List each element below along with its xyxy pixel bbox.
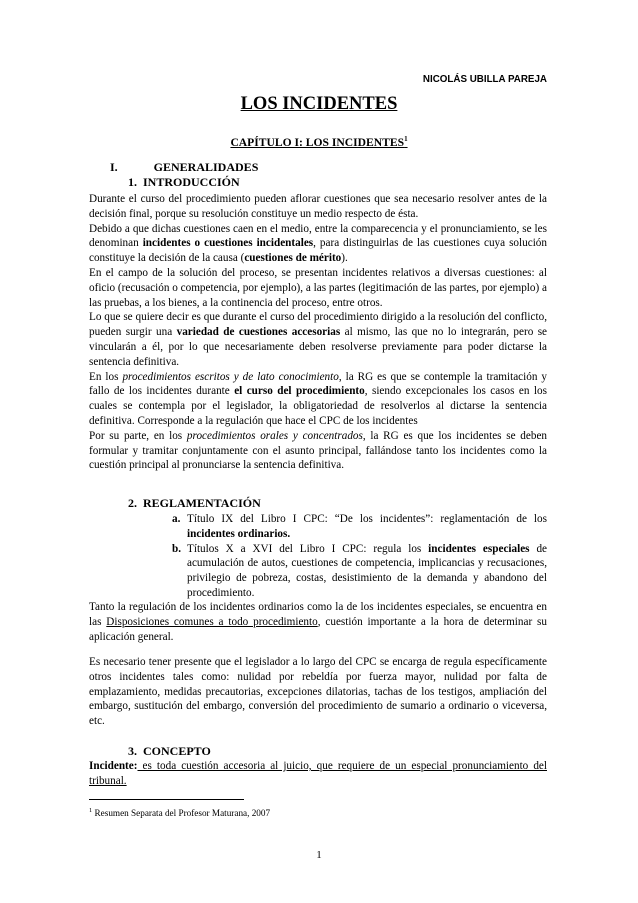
- definition-text: es toda cuestión accesoria al juicio, que requiere de un especial pronunciamiento del tribunal.: [89, 760, 547, 787]
- chapter-heading: [0, 135, 638, 149]
- intro-paragraph-6: Por su parte, en los procedimientos orales y concentrados, la RG es que los incidentes se deben formular y tramitar conjuntamente con el asunto principal, fallándose tanto los incidentes como la cuestión principal al pronunciarse la sentencia definitiva.: [89, 429, 547, 472]
- intro-paragraph-4: Lo que se quiere decir es que durante el curso del procedimiento dirigido a la resolución del conflicto, pueden surgir una variedad de cuestiones accesorias al mismo, las que no lo integrarán, pero se vincularán a él, por lo que necesariamente deben resolverse previamente para poder dictarse la sentencia definitiva.: [89, 311, 548, 368]
- document-title: LOS INCIDENTES: [240, 94, 398, 114]
- subsection-heading-introduccion: [128, 175, 240, 190]
- list-item: a. Título IX del Libro I CPC: “De los incidentes”: reglamentación de los incidentes ordinarios.: [172, 513, 547, 540]
- subsection-number: 2.: [128, 496, 137, 510]
- footnote: [89, 807, 270, 818]
- defined-term: Incidente:: [89, 760, 138, 772]
- reglamentacion-list: [172, 512, 547, 601]
- concepto-definition: [89, 759, 547, 789]
- subsection-number: 3.: [128, 744, 137, 758]
- chapter-text: CAPÍTULO I: LOS INCIDENTES: [230, 135, 405, 149]
- list-marker: a.: [172, 513, 181, 525]
- intro-paragraph-1: Durante el curso del procedimiento pueden aflorar cuestiones que sea necesario resolver antes de la decisión final, porque su resolución constituye un medio respecto de ésta.: [89, 193, 547, 220]
- introduction-body: [89, 192, 547, 473]
- list-item: b. Títulos X a XVI del Libro I CPC: regula los incidentes especiales de acumulación de autos, cuestiones de competencia, implicancias y recusaciones, privilegio de pobreza, costas, desistimiento de la demanda y abandono del procedimiento.: [172, 542, 548, 599]
- subsection-label: REGLAMENTACIÓN: [143, 496, 261, 510]
- subsection-label: CONCEPTO: [143, 744, 211, 758]
- reglamentacion-paragraph-2: Es necesario tener presente que el legislador a lo largo del CPC se encarga de regula específicamente otros incidentes tales como: nulidad por rebeldía por fuerza mayor, nulidad por falta de emplazamiento, medidas precautorias, excepciones dilatorias, tachas de los testigos, ampliación del embargo, sustitución del embargo, conversión del procedimiento de sumario a ordinario o viceversa, etc.: [89, 656, 547, 728]
- footnote-text: Resumen Separata del Profesor Maturana, 2007: [92, 808, 271, 819]
- footnote-mark: 1: [89, 807, 93, 814]
- intro-paragraph-2: Debido a que dichas cuestiones caen en el medio, entre la comparecencia y el pronunciamiento, se les denominan incidentes o cuestiones incidentales, para distinguirlas de las cuestiones cuya solución constituye la decisión de la causa (cuestiones de mérito).: [89, 222, 547, 265]
- footnote-separator: [89, 799, 244, 800]
- section-label: GENERALIDADES: [153, 160, 259, 174]
- subsection-heading-concepto: [128, 744, 211, 759]
- page-number: 1: [316, 849, 322, 861]
- subsection-number: 1.: [128, 175, 137, 189]
- list-marker: b.: [172, 542, 182, 555]
- section-number: I.: [110, 160, 118, 174]
- footnote-reference: 1: [404, 135, 408, 143]
- section-heading-generalidades: [110, 160, 258, 175]
- intro-paragraph-3: En el campo de la solución del proceso, se presentan incidentes relativos a diversas cuestiones: al oficio (recusación o competencia, por ejemplo), a las partes (legitimación de las partes, por ejemplo) a las pruebas, a los bienes, a la continencia del proceso, entre otros.: [89, 266, 547, 309]
- author-header: NICOLÁS UBILLA PAREJA: [422, 74, 547, 85]
- intro-paragraph-5: En los procedimientos escritos y de lato conocimiento, la RG es que se contemple la tramitación y fallo de los incidentes durante el curso del procedimiento, siendo excepcionales los casos en los cuales se contempla por el legislador, la obligatoriedad de resolverlos al dictarse la sentencia definitiva. Corresponde a la regulación que hace el CPC de los incidentes: [89, 370, 548, 427]
- subsection-heading-reglamentacion: [128, 496, 261, 511]
- reglamentacion-paragraph-1: Tanto la regulación de los incidentes ordinarios como la de los incidentes especiales, se encuentra en las Disposiciones comunes a todo procedimiento, cuestión importante a la hora de determinar su aplicación general.: [89, 601, 547, 643]
- subsection-label: INTRODUCCIÓN: [143, 175, 240, 189]
